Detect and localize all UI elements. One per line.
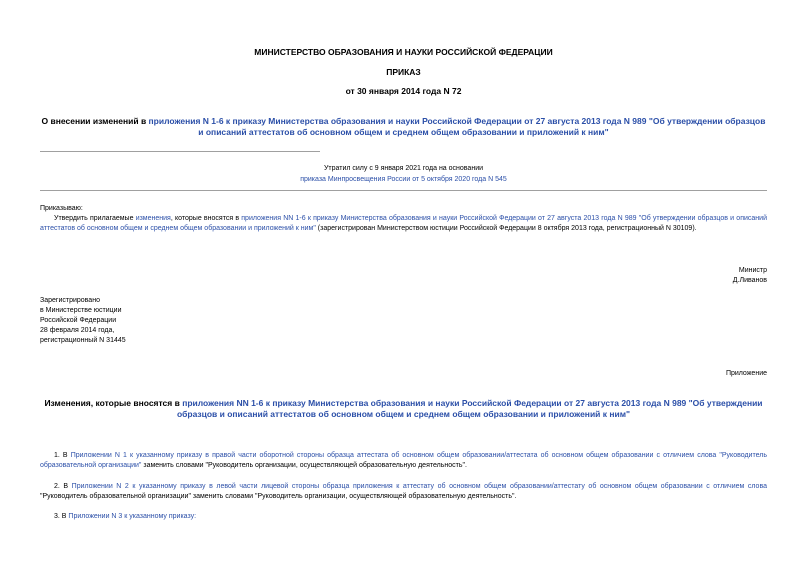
item1-text-b: заменить словами "Руководитель организации, осуществляющей образовательную деятельность". <box>141 462 467 469</box>
appendix-title-prefix: Изменения, которые вносятся в <box>44 398 183 408</box>
order-p1-text-b: , которые вносятся в <box>170 215 242 222</box>
ministry-heading: МИНИСТЕРСТВО ОБРАЗОВАНИЯ И НАУКИ РОССИЙСКОЙ ФЕДЕРАЦИИ <box>254 47 553 57</box>
appendix-item-1 <box>40 451 767 471</box>
item3-text-a: 3. В <box>54 513 69 520</box>
registration-block <box>40 296 126 346</box>
changes-link[interactable]: изменения <box>135 215 171 222</box>
date-number-heading: от 30 января 2014 года N 72 <box>345 86 462 96</box>
item1-link[interactable]: Приложении N 1 к указанному приказу в правой части оборотной стороны образца аттестата об основном общем образовании/аттестата об основном общем образовании с отличием слова "Руководитель образовательной организации" <box>40 452 767 469</box>
item2-text-b: "Руководитель образовательной организации" заменить словами "Руководитель организации, осуществляющей образовательную деятельность". <box>40 493 517 500</box>
signature-position: Министр <box>738 267 767 274</box>
status-divider <box>40 190 767 191</box>
registration-line-1: Зарегистрировано <box>40 297 100 304</box>
order-paragraph-1 <box>40 214 767 234</box>
appendix-item-3 <box>40 512 767 522</box>
registration-line-2: в Министерстве юстиции <box>40 307 122 314</box>
appendix-title <box>40 398 767 420</box>
order-title-link[interactable]: приложения N 1-6 к приказу Министерства образования и науки Российской Федерации от 27 августа 2013 года N 989 "Об утверждении образцов и описаний аттестатов об основном общем и среднем общем образовании и приложений к ним" <box>148 116 766 137</box>
registration-line-3: Российской Федерации <box>40 317 117 324</box>
item1-text-a: 1. В <box>54 452 71 459</box>
status-line-1: Утратил силу с 9 января 2021 года на основании <box>323 165 484 172</box>
appendix-title-link[interactable]: приложения NN 1-6 к приказу Министерства образования и науки Российской Федерации от 27 августа 2013 года N 989 "Об утверждении образцов и описаний аттестатов об основном общем и среднем общем образовании и приложений к ним" <box>176 398 763 419</box>
prikazyvayu-label: Приказываю: <box>40 205 83 212</box>
signature-name: Д.Ливанов <box>732 277 767 284</box>
item2-link[interactable]: Приложении N 2 к указанному приказу в левой части лицевой стороны образца приложения к аттестату об основном общем образовании/аттестату об основном общем образовании с отличием слова <box>71 483 767 490</box>
order-p1-text-a: Утвердить прилагаемые <box>54 215 136 222</box>
order-p1-text-c: (зарегистрирован Министерством юстиции Российской Федерации 8 октября 2013 года, регистрационный N 30109). <box>315 225 697 232</box>
order-title <box>40 116 767 138</box>
order-title-prefix: О внесении изменений в <box>41 116 149 126</box>
appendix-item-2 <box>40 482 767 502</box>
registration-line-5: регистрационный N 31445 <box>40 337 126 344</box>
registration-line-4: 28 февраля 2014 года, <box>40 327 115 334</box>
doc-type-heading: ПРИКАЗ <box>386 67 421 77</box>
item2-text-a: 2. В <box>54 483 72 490</box>
status-line-2-link[interactable]: приказа Минпросвещения России от 5 октября 2020 года N 545 <box>300 176 507 183</box>
appendix-label: Приложение <box>725 370 767 377</box>
title-divider <box>40 151 320 152</box>
appendices-link[interactable]: приложения NN 1-6 к приказу Министерства образования и науки Российской Федерации от 27 августа 2013 года N 989 "Об утверждении образцов и описаний аттестатов об основном общем и среднем общем образовании и приложений к ним" <box>40 215 767 232</box>
item3-link[interactable]: Приложении N 3 к указанному приказу: <box>68 513 197 520</box>
